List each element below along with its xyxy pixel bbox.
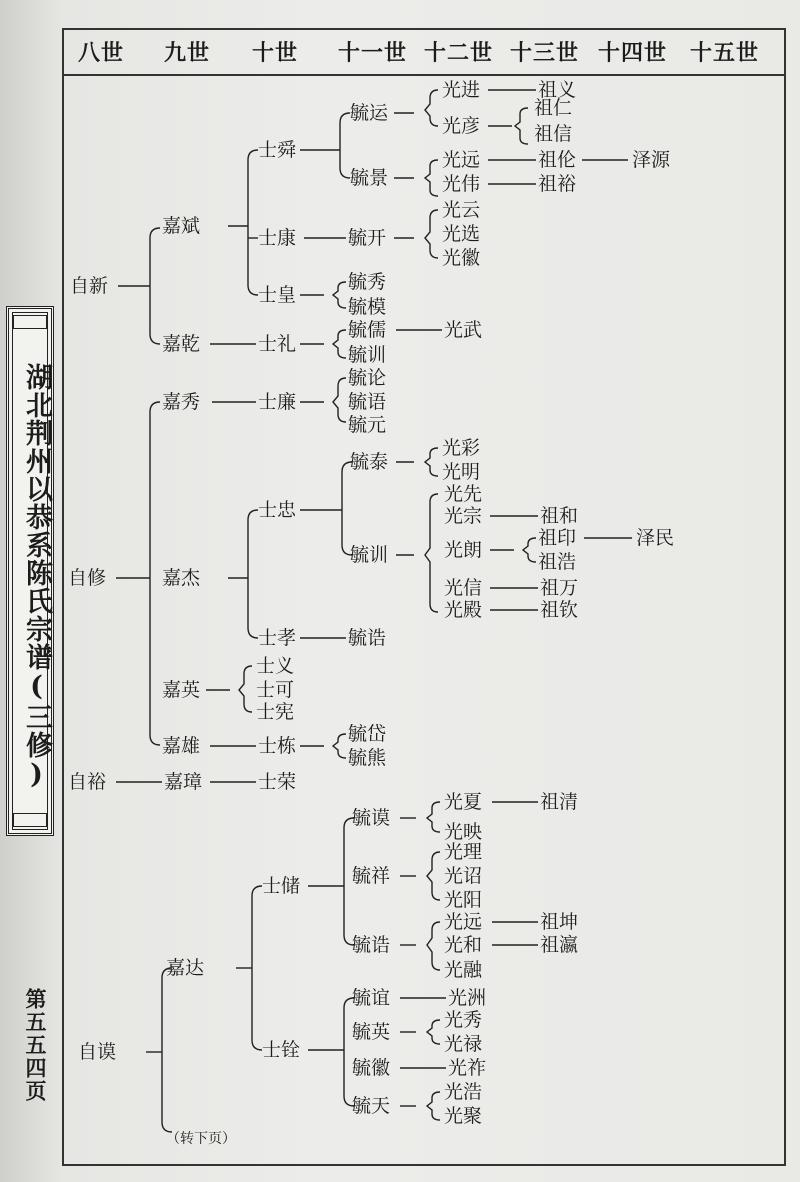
person-guangxia: 光夏	[444, 791, 483, 813]
person-zuqin: 祖钦	[540, 599, 579, 621]
person-zeyuan: 泽源	[632, 149, 671, 171]
person-yuru: 毓儒	[348, 319, 387, 341]
gen-header-14: 十四世	[598, 40, 668, 66]
person-yulun: 毓论	[348, 367, 387, 389]
person-guangdian: 光殿	[444, 599, 483, 621]
person-guangxiu: 光秀	[444, 1009, 483, 1031]
person-jiaxiu: 嘉秀	[162, 391, 201, 413]
person-guangying: 光映	[444, 821, 483, 843]
person-zuqing: 祖清	[540, 791, 579, 813]
genealogy-title: 湖北荆州以恭系陈氏宗谱(三修)	[21, 363, 52, 791]
person-yujing: 毓景	[350, 167, 389, 189]
person-zemin: 泽民	[636, 527, 675, 549]
person-shike: 士可	[256, 679, 295, 701]
person-zulun: 祖伦	[538, 149, 577, 171]
page-number: 第五五四页	[23, 988, 48, 1103]
person-shixiao: 士孝	[258, 627, 297, 649]
person-guangming: 光明	[442, 461, 481, 483]
person-guangzong: 光宗	[444, 505, 483, 527]
gen-header-15: 十五世	[690, 40, 760, 66]
gen-header-9: 九世	[164, 40, 211, 66]
person-shirong: 士荣	[258, 771, 297, 793]
person-yuhui: 毓徽	[352, 1057, 391, 1079]
person-jiajie: 嘉杰	[162, 567, 201, 589]
person-zukun: 祖坤	[540, 911, 579, 933]
person-zuren: 祖仁	[534, 97, 573, 119]
person-shiyi: 士义	[256, 655, 295, 677]
person-jiazhang: 嘉璋	[164, 771, 203, 793]
person-yuxun-2: 毓训	[350, 544, 389, 566]
person-guangxin: 光信	[444, 577, 483, 599]
person-shikang: 士康	[258, 227, 297, 249]
person-zuying: 祖瀛	[540, 934, 579, 956]
gen-header-11: 十一世	[338, 40, 408, 66]
person-jiaqian: 嘉乾	[162, 333, 201, 355]
person-zuxin: 祖信	[534, 123, 573, 145]
person-jiaying: 嘉英	[162, 679, 201, 701]
gen-header-10: 十世	[252, 40, 299, 66]
person-guanghui: 光徽	[442, 247, 481, 269]
person-guangwei: 光伟	[442, 173, 481, 195]
person-yumo: 毓模	[348, 296, 387, 318]
person-zuwan: 祖万	[540, 577, 579, 599]
person-guangjin: 光进	[442, 79, 481, 101]
person-guangxian: 光先	[444, 483, 483, 505]
person-yutai: 毓泰	[350, 451, 389, 473]
gen-header-8: 八世	[78, 40, 125, 66]
person-guanglang: 光朗	[444, 539, 483, 561]
person-guangcai: 光彩	[442, 437, 481, 459]
person-guangyuan-2: 光远	[444, 911, 483, 933]
person-shichu: 士储	[262, 875, 301, 897]
gen-header-13: 十三世	[510, 40, 580, 66]
person-yugao-2: 毓诰	[352, 934, 391, 956]
person-yuxiong: 毓熊	[348, 747, 387, 769]
person-zuhao: 祖浩	[538, 551, 577, 573]
person-yuyuan: 毓元	[348, 414, 387, 436]
person-zimo: 自谟	[78, 1041, 117, 1063]
person-yuying: 毓英	[352, 1021, 391, 1043]
person-yuyi: 毓谊	[352, 987, 391, 1009]
person-shihuang: 士皇	[258, 284, 297, 306]
person-zuyi: 祖义	[538, 79, 577, 101]
person-guanghao: 光浩	[444, 1081, 483, 1103]
person-yuxiu: 毓秀	[348, 271, 387, 293]
person-guanglu: 光禄	[444, 1033, 483, 1055]
person-yugao-1: 毓诰	[348, 627, 387, 649]
person-guangyang: 光阳	[444, 889, 483, 911]
gen-header-12: 十二世	[424, 40, 494, 66]
person-yutian: 毓天	[352, 1095, 391, 1117]
person-zixin: 自新	[70, 275, 109, 297]
person-guanghe: 光和	[444, 934, 483, 956]
person-jiabin: 嘉斌	[162, 215, 201, 237]
person-guangwu: 光武	[444, 319, 483, 341]
person-zuyu: 祖裕	[538, 173, 577, 195]
person-yukai: 毓开	[348, 227, 387, 249]
person-guangzhou: 光洲	[448, 987, 487, 1009]
person-guangli: 光理	[444, 841, 483, 863]
person-guangxuan: 光选	[442, 223, 481, 245]
person-shidong: 士栋	[258, 735, 297, 757]
person-shixian: 士宪	[256, 701, 295, 723]
person-jiada: 嘉达	[166, 957, 205, 979]
person-shizhong: 士忠	[258, 499, 297, 521]
person-guangzhao: 光诏	[444, 865, 483, 887]
person-guangyan: 光彦	[442, 115, 481, 137]
person-yumo-2: 毓谟	[352, 807, 391, 829]
person-yuxun-1: 毓训	[348, 344, 387, 366]
person-shili: 士礼	[258, 333, 297, 355]
person-guangzuo: 光祚	[448, 1057, 487, 1079]
person-yuxiang: 毓祥	[352, 865, 391, 887]
continued-next-page-note: （转下页）	[166, 1131, 236, 1147]
person-zixiu: 自修	[68, 567, 107, 589]
person-yuyun: 毓运	[350, 102, 389, 124]
person-zuyin: 祖印	[538, 527, 577, 549]
person-yudai: 毓岱	[348, 723, 387, 745]
person-zuhe: 祖和	[540, 505, 579, 527]
person-shiquan: 士铨	[262, 1039, 301, 1061]
person-jiaxiong: 嘉雄	[162, 735, 201, 757]
person-ziyu: 自裕	[68, 771, 107, 793]
person-yuyu: 毓语	[348, 391, 387, 413]
person-guangrong: 光融	[444, 959, 483, 981]
person-guangju: 光聚	[444, 1105, 483, 1127]
person-shishun: 士舜	[258, 139, 297, 161]
person-shilian: 士廉	[258, 391, 297, 413]
person-guangyuan-1: 光远	[442, 149, 481, 171]
person-guangyun: 光云	[442, 199, 481, 221]
